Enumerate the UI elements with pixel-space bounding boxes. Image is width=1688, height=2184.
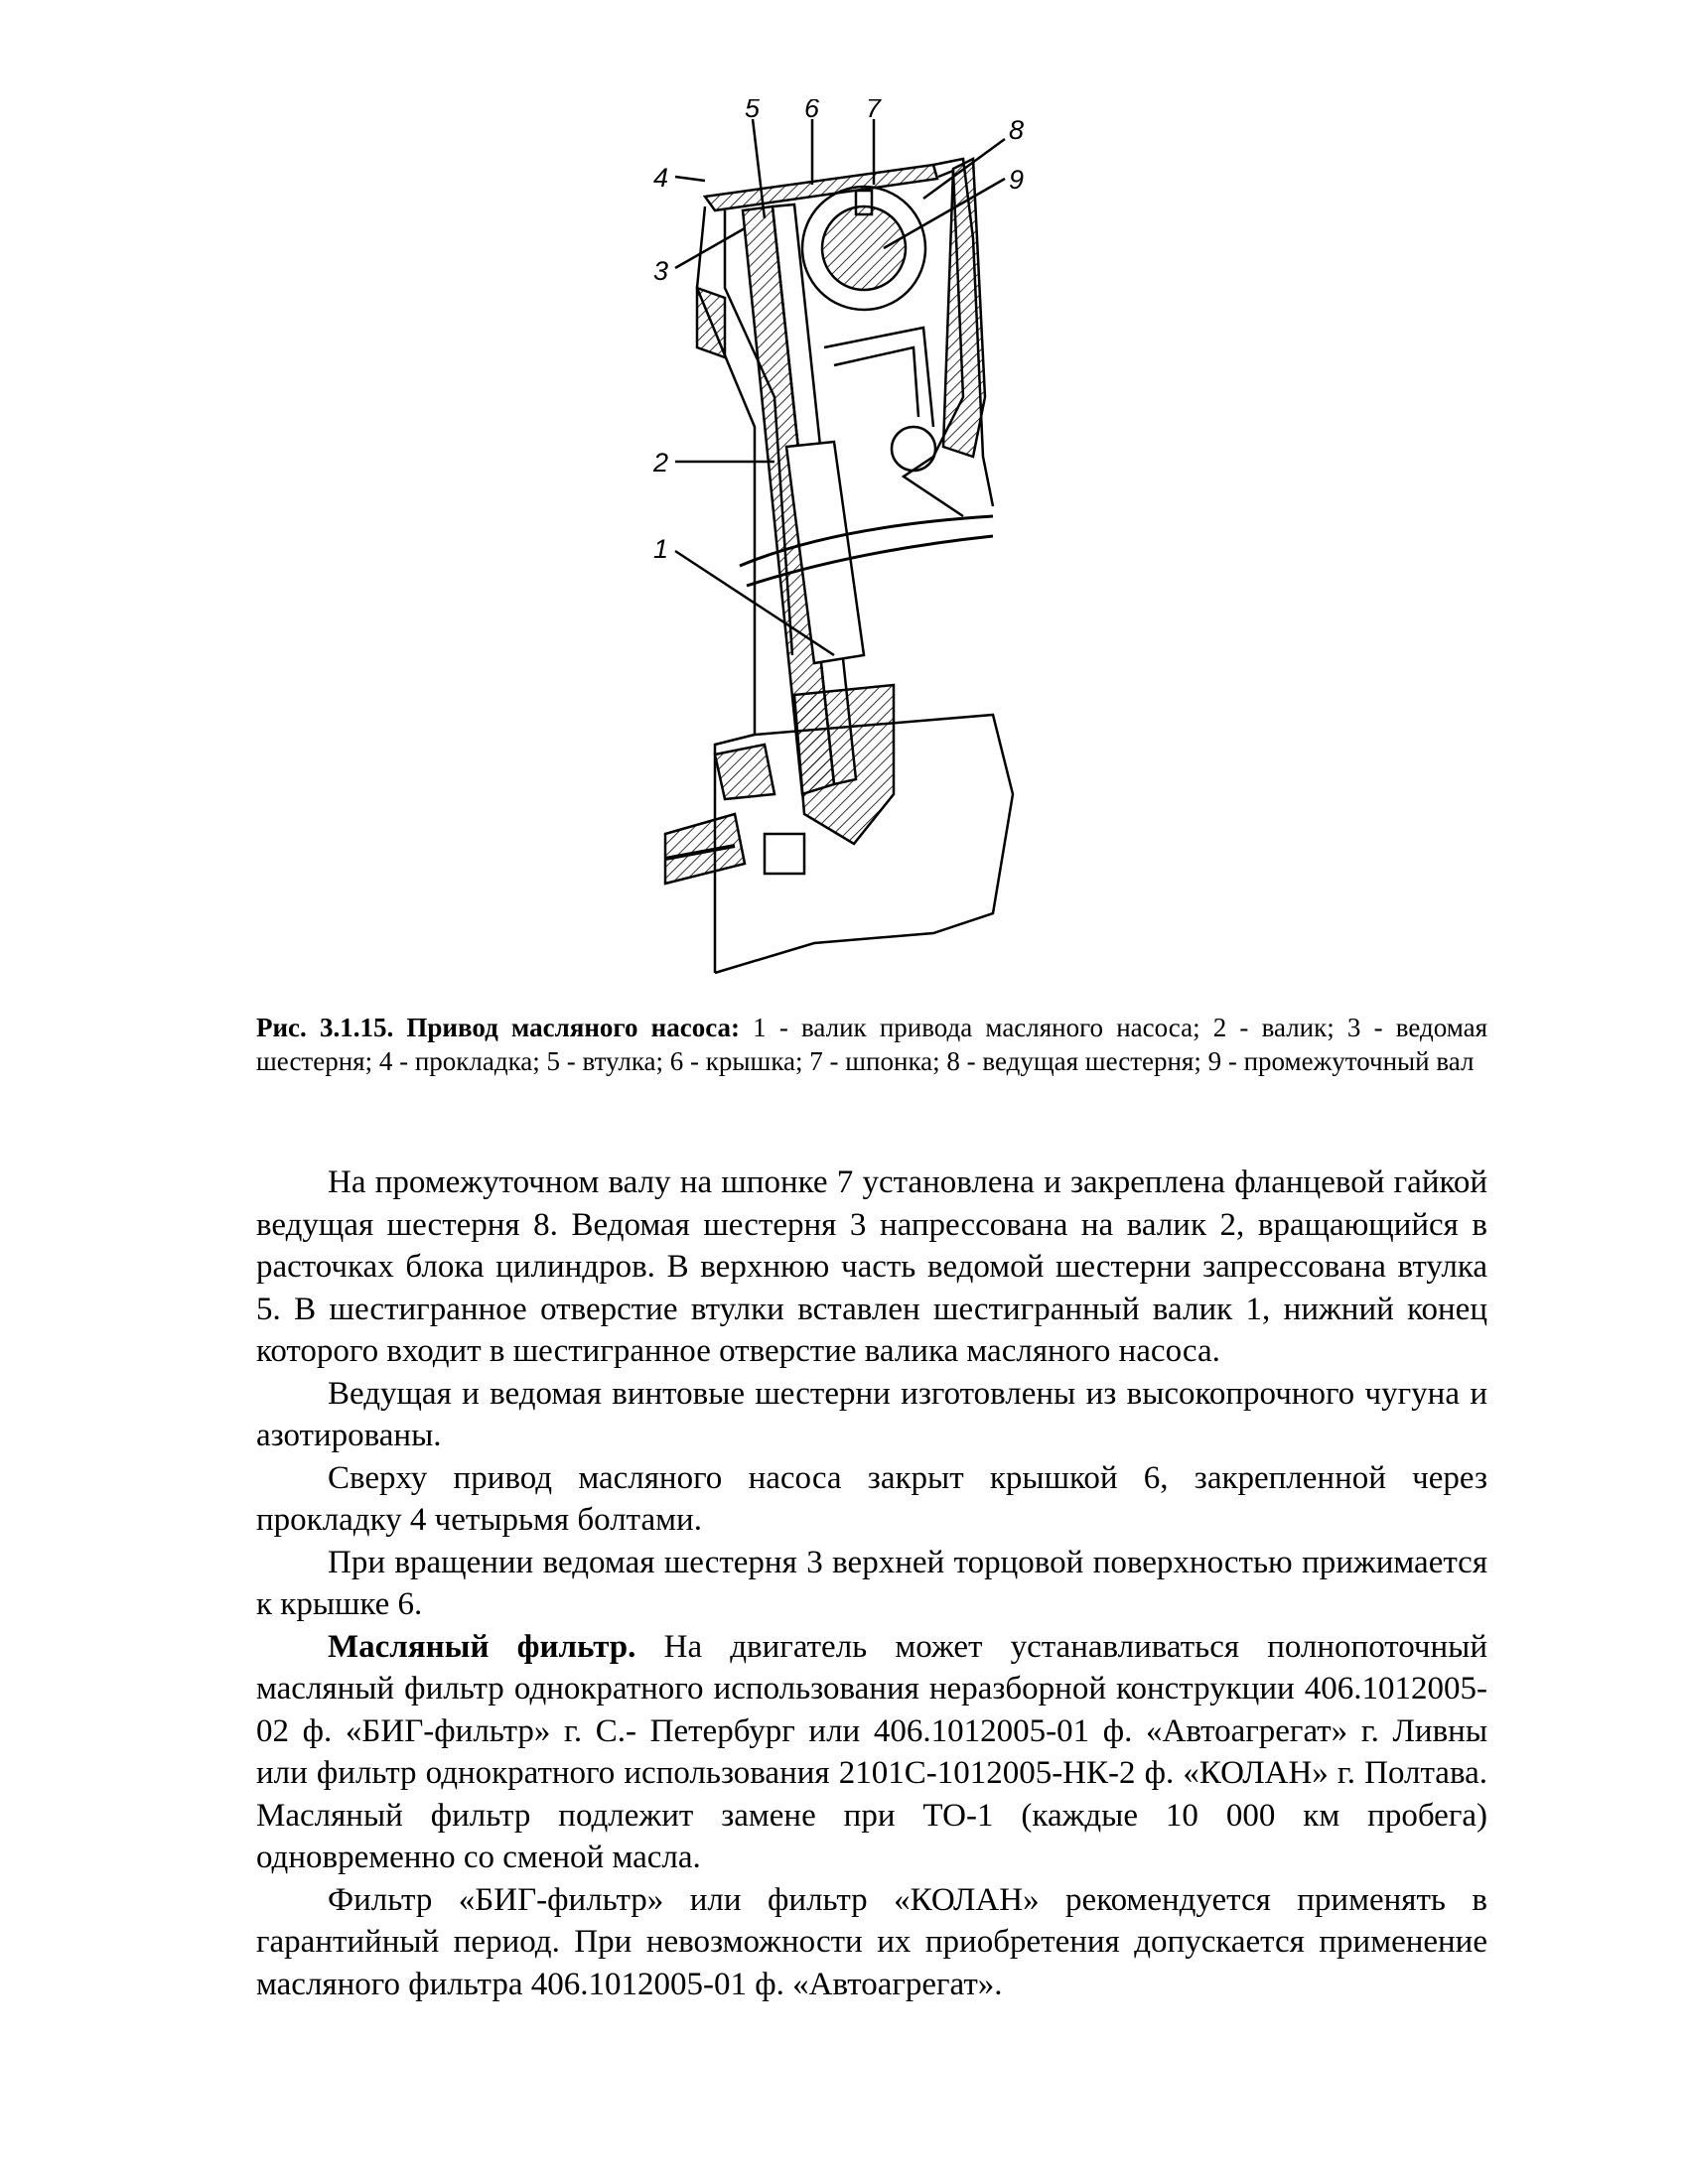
oil-pump-drive-figure (635, 99, 1102, 983)
label-5: 5 (745, 99, 761, 123)
paragraph: Сверху привод масляного насоса закрыт крышкой 6, закрепленной через прокладку 4 четырьмя болтами. (256, 1459, 1487, 1538)
body-text (256, 1161, 1487, 2005)
oil-pump-drive-drawing (635, 99, 1102, 983)
label-2: 2 (653, 448, 669, 478)
paragraph-text: На двигатель может устанавливаться полнопоточный масляный фильтр однократного использования неразборной конструкции 406.1012005-02 ф. «БИГ-фильтр» г. С.- Петербург или 406.1012005-01 ф. «Автоагрегат» г. Ливны или фильтр однократного использования 2101С-1012005-НК-2 ф. «КОЛАН» г. Полтава. Масляный фильтр подлежит замене при ТО-1 (каждые 10 000 км пробега) одновременно со сменой масла. (256, 1628, 1488, 1875)
intermediate-shaft-part (822, 206, 906, 290)
paragraph-oil-filter (256, 1626, 1487, 1879)
caption-text: 1 - валик привода масляного насоса; 2 - валик; 3 - ведомая шестерня; 4 - прокладка; 5 - втулка; 6 - крышка; 7 - шпонка; 8 - ведущая шестерня; 9 - промежуточный вал (256, 1013, 1488, 1076)
label-7: 7 (866, 99, 882, 123)
label-9: 9 (1009, 165, 1025, 195)
paragraph: На промежуточном валу на шпонке 7 установлена и закреплена фланцевой гайкой ведущая шестерня 8. Ведомая шестерня 3 напрессована на валик 2, вращающийся в расточках блока цилиндров. В верхнюю часть ведомой шестерни запрессована втулка 5. В шестигранное отверстие втулки вставлен шестигранный валик 1, нижний конец которого входит в шестигранное отверстие валика масляного насоса. (256, 1164, 1487, 1369)
label-6: 6 (804, 99, 820, 123)
figure-caption (256, 1011, 1487, 1078)
paragraph: Ведущая и ведомая винтовые шестерни изготовлены из высокопрочного чугуна и азотированы. (256, 1375, 1487, 1453)
caption-title: Рис. 3.1.15. Привод масляного насоса: (256, 1013, 741, 1042)
label-1: 1 (653, 534, 669, 564)
label-8: 8 (1009, 115, 1025, 145)
label-4: 4 (653, 163, 669, 193)
paragraph: При вращении ведомая шестерня 3 верхней торцовой поверхностью прижимается к крышке 6. (256, 1544, 1487, 1622)
label-3: 3 (653, 256, 669, 286)
paragraph: Фильтр «БИГ-фильтр» или фильтр «КОЛАН» рекомендуется применять в гарантийный период. При невозможности их приобретения допускается применение масляного фильтра 406.1012005-01 ф. «Автоагрегат». (256, 1881, 1487, 2002)
section-heading-oil-filter: Масляный фильтр. (328, 1628, 636, 1665)
